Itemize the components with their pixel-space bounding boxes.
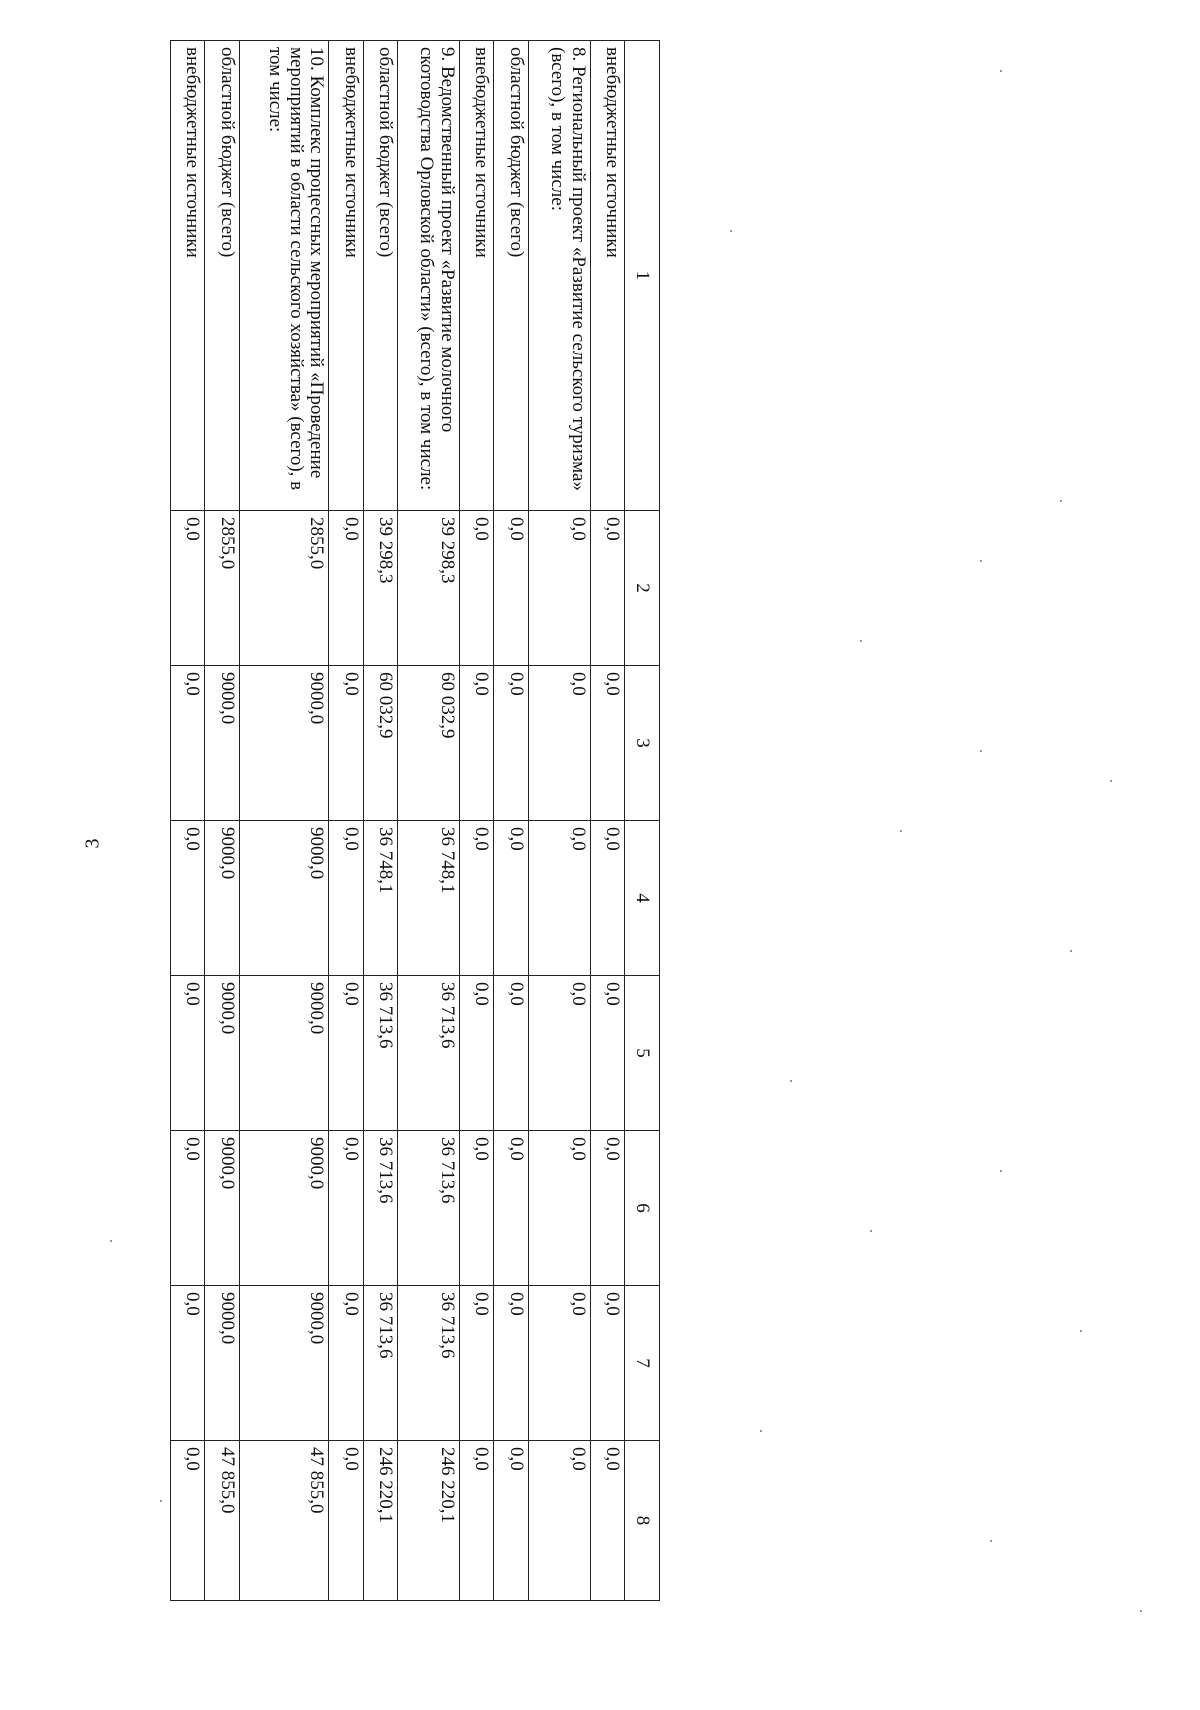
scan-speck: [110, 1240, 112, 1242]
value-cell: 9000,0: [205, 1131, 239, 1286]
column-header: 3: [625, 666, 660, 821]
value-cell: 9000,0: [205, 976, 239, 1131]
table-row: [363, 41, 397, 1601]
value-cell: 36 713,6: [398, 1286, 460, 1441]
table-row: [239, 41, 329, 1601]
value-cell: 246 220,1: [363, 1441, 397, 1601]
value-cell: 0,0: [460, 511, 494, 666]
scan-speck: [870, 1230, 872, 1232]
value-cell: 0,0: [171, 1441, 205, 1601]
column-header: 5: [625, 976, 660, 1131]
value-cell: 60 032,9: [363, 666, 397, 821]
value-cell: 0,0: [329, 821, 363, 976]
value-cell: 0,0: [460, 1286, 494, 1441]
scan-speck: [730, 230, 732, 232]
scan-speck: [990, 1540, 992, 1542]
value-cell: 36 748,1: [363, 821, 397, 976]
row-label-cell: областной бюджет (всего): [494, 41, 528, 511]
value-cell: 0,0: [528, 511, 590, 666]
value-cell: 36 713,6: [398, 1131, 460, 1286]
column-header: 2: [625, 511, 660, 666]
value-cell: 0,0: [329, 1441, 363, 1601]
table-header-row: [625, 41, 660, 1601]
value-cell: 9000,0: [205, 821, 239, 976]
value-cell: 39 298,3: [363, 511, 397, 666]
row-label-cell: областной бюджет (всего): [363, 41, 397, 511]
value-cell: 0,0: [528, 1286, 590, 1441]
scan-speck: [980, 560, 982, 562]
scan-speck: [860, 640, 862, 642]
value-cell: 36 748,1: [398, 821, 460, 976]
scan-speck: [980, 750, 982, 752]
value-cell: 0,0: [590, 1131, 624, 1286]
value-cell: 0,0: [590, 821, 624, 976]
row-label-cell: внебюджетные источники: [590, 41, 624, 511]
value-cell: 0,0: [460, 666, 494, 821]
value-cell: 0,0: [494, 1441, 528, 1601]
value-cell: 0,0: [590, 1441, 624, 1601]
value-cell: 2855,0: [239, 511, 329, 666]
rotated-table-container: [170, 40, 660, 1600]
scan-speck: [1060, 500, 1062, 502]
value-cell: 0,0: [171, 821, 205, 976]
table-row: [494, 41, 528, 1601]
value-cell: 0,0: [329, 1131, 363, 1286]
value-cell: 0,0: [528, 666, 590, 821]
value-cell: 9000,0: [239, 666, 329, 821]
scan-speck: [1070, 950, 1072, 952]
scan-speck: [1080, 1330, 1082, 1332]
value-cell: 0,0: [494, 1286, 528, 1441]
scan-speck: [1110, 780, 1112, 782]
value-cell: 0,0: [494, 1131, 528, 1286]
column-header: 8: [625, 1441, 660, 1601]
row-label-cell: 9. Ведомственный проект «Развитие молочного скотоводства Орловской области» (всего), в том числе:: [398, 41, 460, 511]
row-label-cell: внебюджетные источники: [329, 41, 363, 511]
value-cell: 36 713,6: [363, 1131, 397, 1286]
table-row: [205, 41, 239, 1601]
table-row: [528, 41, 590, 1601]
value-cell: 36 713,6: [398, 976, 460, 1131]
value-cell: 39 298,3: [398, 511, 460, 666]
value-cell: 0,0: [171, 976, 205, 1131]
value-cell: 0,0: [171, 666, 205, 821]
value-cell: 0,0: [171, 1286, 205, 1441]
value-cell: 9000,0: [205, 1286, 239, 1441]
value-cell: 0,0: [494, 511, 528, 666]
page-number: 3: [81, 838, 104, 849]
value-cell: 0,0: [590, 976, 624, 1131]
value-cell: 0,0: [460, 1441, 494, 1601]
value-cell: 0,0: [460, 976, 494, 1131]
column-header: 4: [625, 821, 660, 976]
value-cell: 60 032,9: [398, 666, 460, 821]
value-cell: 9000,0: [239, 976, 329, 1131]
value-cell: 0,0: [171, 511, 205, 666]
column-header: 1: [625, 41, 660, 511]
value-cell: 0,0: [329, 1286, 363, 1441]
row-label-cell: 10. Комплекс процессных мероприятий «Проведение мероприятий в области сельского хозяйства» (всего), в том числе:: [239, 41, 329, 511]
value-cell: 0,0: [171, 1131, 205, 1286]
value-cell: 0,0: [329, 666, 363, 821]
scan-speck: [1000, 1170, 1002, 1172]
column-header: 7: [625, 1286, 660, 1441]
scan-speck: [1140, 1610, 1142, 1612]
value-cell: 0,0: [528, 976, 590, 1131]
value-cell: 0,0: [329, 511, 363, 666]
value-cell: 0,0: [528, 1131, 590, 1286]
value-cell: 36 713,6: [363, 1286, 397, 1441]
value-cell: 0,0: [494, 666, 528, 821]
value-cell: 9000,0: [205, 666, 239, 821]
row-label-cell: областной бюджет (всего): [205, 41, 239, 511]
value-cell: 0,0: [590, 1286, 624, 1441]
value-cell: 246 220,1: [398, 1441, 460, 1601]
value-cell: 0,0: [329, 976, 363, 1131]
table-row: [398, 41, 460, 1601]
row-label-cell: внебюджетные источники: [171, 41, 205, 511]
table-row: [460, 41, 494, 1601]
column-header: 6: [625, 1131, 660, 1286]
value-cell: 47 855,0: [239, 1441, 329, 1601]
row-label-cell: 8. Региональный проект «Развитие сельского туризма» (всего), в том числе:: [528, 41, 590, 511]
value-cell: 0,0: [460, 1131, 494, 1286]
value-cell: 0,0: [494, 976, 528, 1131]
scan-speck: [790, 1080, 792, 1082]
value-cell: 9000,0: [239, 821, 329, 976]
value-cell: 47 855,0: [205, 1441, 239, 1601]
scan-speck: [160, 1500, 162, 1502]
scan-speck: [900, 830, 902, 832]
table-row: [171, 41, 205, 1601]
table-row: [590, 41, 624, 1601]
budget-table: [170, 40, 660, 1601]
value-cell: 9000,0: [239, 1286, 329, 1441]
value-cell: 0,0: [528, 1441, 590, 1601]
value-cell: 0,0: [494, 821, 528, 976]
value-cell: 0,0: [460, 821, 494, 976]
value-cell: 0,0: [590, 666, 624, 821]
value-cell: 9000,0: [239, 1131, 329, 1286]
row-label-cell: внебюджетные источники: [460, 41, 494, 511]
table-row: [329, 41, 363, 1601]
value-cell: 0,0: [590, 511, 624, 666]
scan-speck: [1000, 70, 1002, 72]
value-cell: 36 713,6: [363, 976, 397, 1131]
value-cell: 0,0: [528, 821, 590, 976]
value-cell: 2855,0: [205, 511, 239, 666]
scan-speck: [760, 1430, 762, 1432]
